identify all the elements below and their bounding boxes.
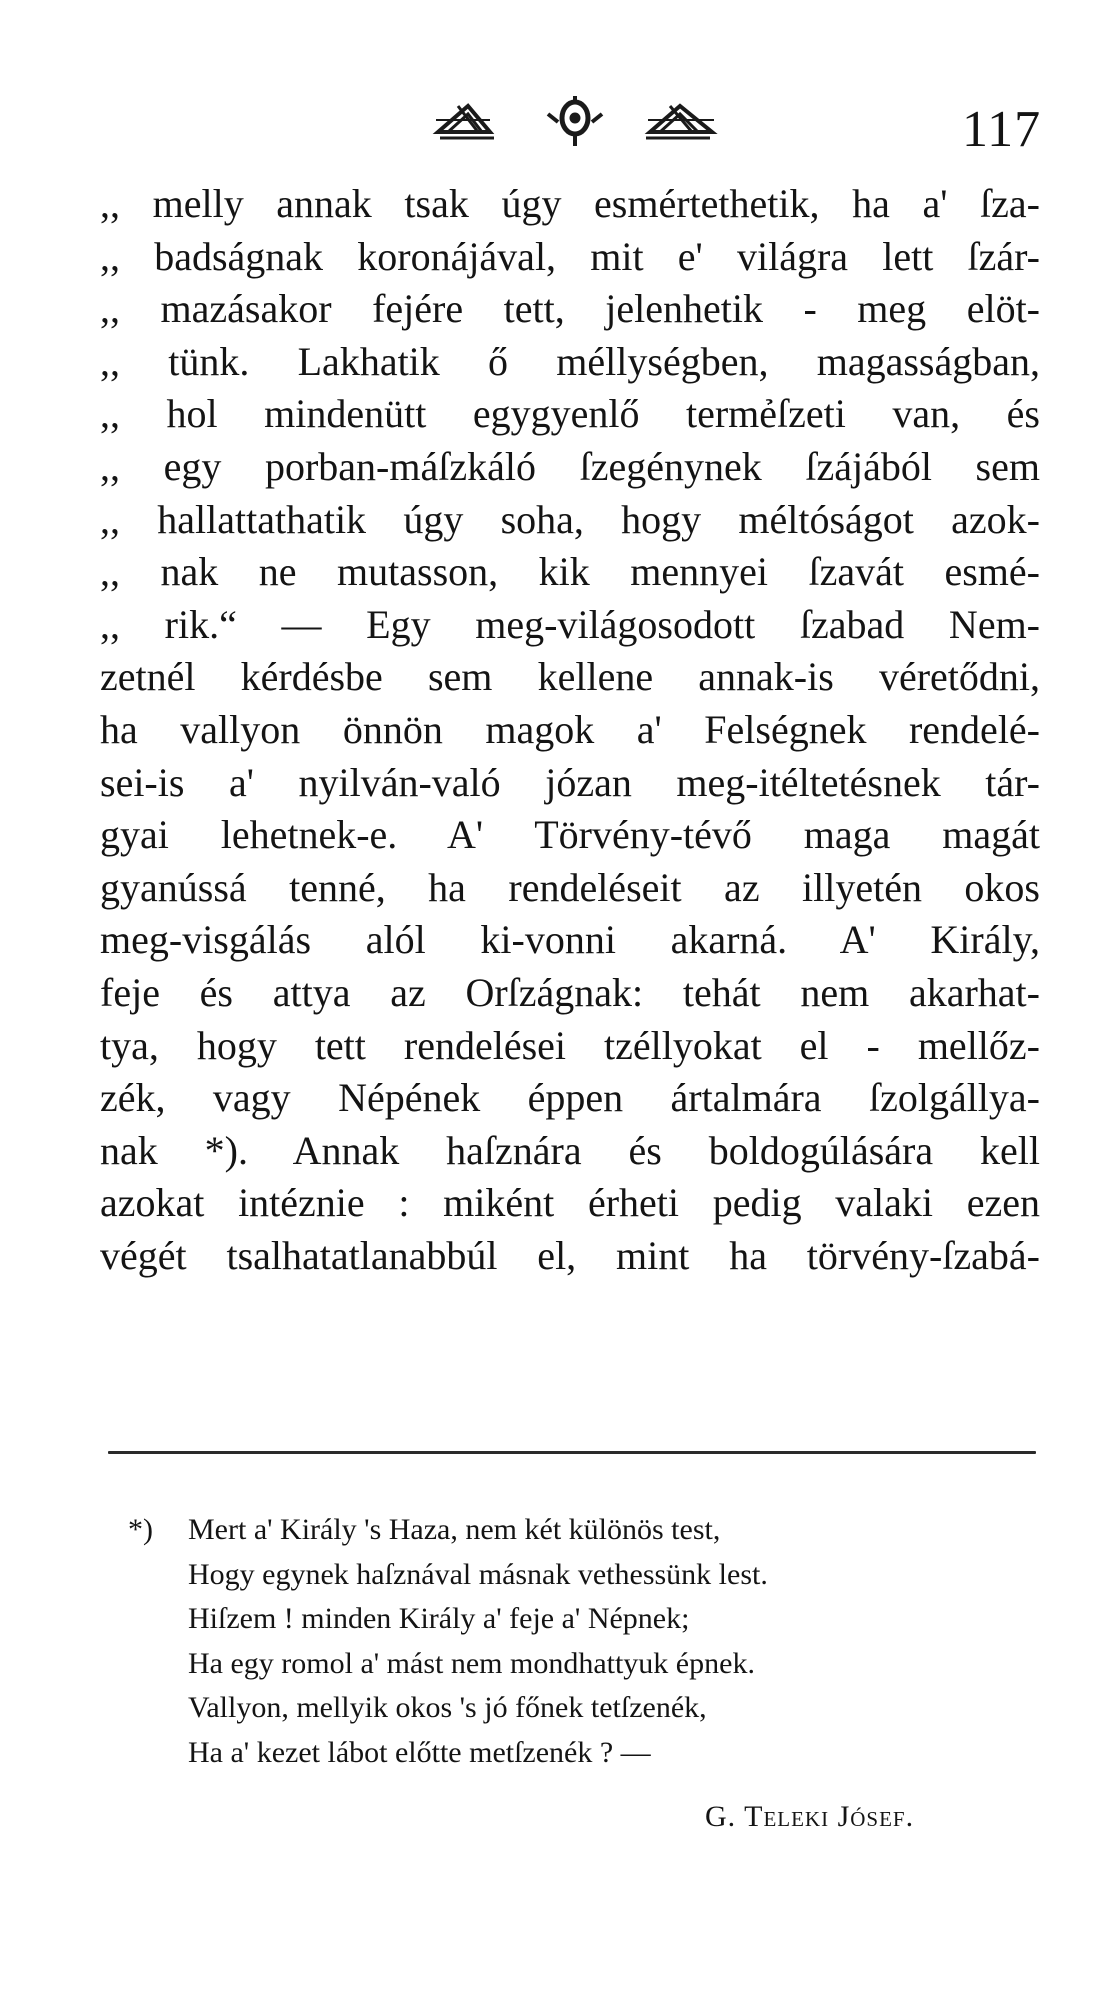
text-line: azokat intéznie : miként érheti pedig valaki ezen xyxy=(100,1180,1040,1226)
footnote-line-text: Hiſzem ! minden Király a' feje a' Népnek; xyxy=(188,1602,690,1635)
footnote-line-text: Ha a' kezet lábot előtte metſzenék ? — xyxy=(188,1735,651,1769)
footnote-line xyxy=(128,1731,1008,1776)
text-line: feje és attya az Orſzágnak: tehát nem akarhat- xyxy=(100,969,1040,1015)
footnote-line xyxy=(128,1597,1008,1642)
footnote xyxy=(128,1508,1008,1775)
footnote-line-text: Hogy egynek haſznával másnak vethessünk lest. xyxy=(188,1557,768,1591)
floral-ornament-icon xyxy=(430,92,720,148)
text-line: sei-is a' nyilván-való józan meg-itéltetésnek tár- xyxy=(100,759,1040,805)
footnote-line-text: Mert a' Király 's Haza, nem két különös test, xyxy=(188,1513,721,1546)
page-number: 117 xyxy=(962,101,1042,158)
text-line: ,, tünk. Lakhatik ő méllységben, magasságban, xyxy=(100,338,1040,384)
text-line: ,, badságnak koronájával, mit e' világra lett ſzár- xyxy=(100,233,1040,279)
text-line: zetnél kérdésbe sem kellene annak-is véretődni, xyxy=(100,654,1040,700)
text-line: ,, mazásakor fejére tett, jelenhetik - meg elöt- xyxy=(100,286,1040,332)
text-line: ,, hallattathatik úgy soha, hogy méltóságot azok- xyxy=(100,496,1040,542)
text-line: ,, rik.“ — Egy meg-világosodott ſzabad Nem- xyxy=(100,601,1040,647)
text-line: gyai lehetnek-e. A' Törvény-tévő maga magát xyxy=(100,812,1040,858)
footnote-line-text: Vallyon, mellyik okos 's jó főnek tetſzenék, xyxy=(188,1691,707,1724)
footnote-signature: G. Teleki Jósef. xyxy=(705,1800,915,1833)
text-line: ,, melly annak tsak úgy esmértethetik, ha a' ſza- xyxy=(100,181,1040,226)
text-line: ha vallyon önnön magok a' Felségnek rendelé- xyxy=(100,706,1040,752)
footnote-divider xyxy=(108,1451,1036,1454)
text-line: tya, hogy tett rendelései tzéllyokat el - mellőz- xyxy=(100,1022,1040,1068)
text-line: meg-visgálás alól ki-vonni akarná. A' Király, xyxy=(100,917,1040,963)
footnote-line xyxy=(128,1508,1008,1553)
text-line: végét tsalhatatlanabbúl el, mint ha törvény-ſzabá- xyxy=(100,1232,1040,1278)
footnote-marker: *) xyxy=(128,1513,153,1546)
footnote-line xyxy=(128,1642,1008,1687)
page-header xyxy=(0,92,1115,158)
footnote-line xyxy=(128,1686,1008,1731)
footnote-line-text: Ha egy romol a' mást nem mondhattyuk épnek. xyxy=(188,1646,755,1680)
text-line: nak *). Annak haſznára és boldogúlására kell xyxy=(100,1127,1040,1173)
text-line: zék, vagy Népének éppen ártalmára ſzolgállya- xyxy=(100,1075,1040,1121)
text-line: gyanússá tenné, ha rendeléseit az illyetén okos xyxy=(100,864,1040,910)
main-text xyxy=(100,178,1040,1282)
text-line: ,, nak ne mutasson, kik mennyei ſzavát esmé- xyxy=(100,549,1040,595)
text-line: ,, egy porban-máſzkáló ſzegénynek ſzájából sem xyxy=(100,443,1040,489)
footnote-line xyxy=(128,1553,1008,1598)
text-line: ,, hol mindenütt egygyenlő termẻſzeti van, és xyxy=(100,391,1040,437)
